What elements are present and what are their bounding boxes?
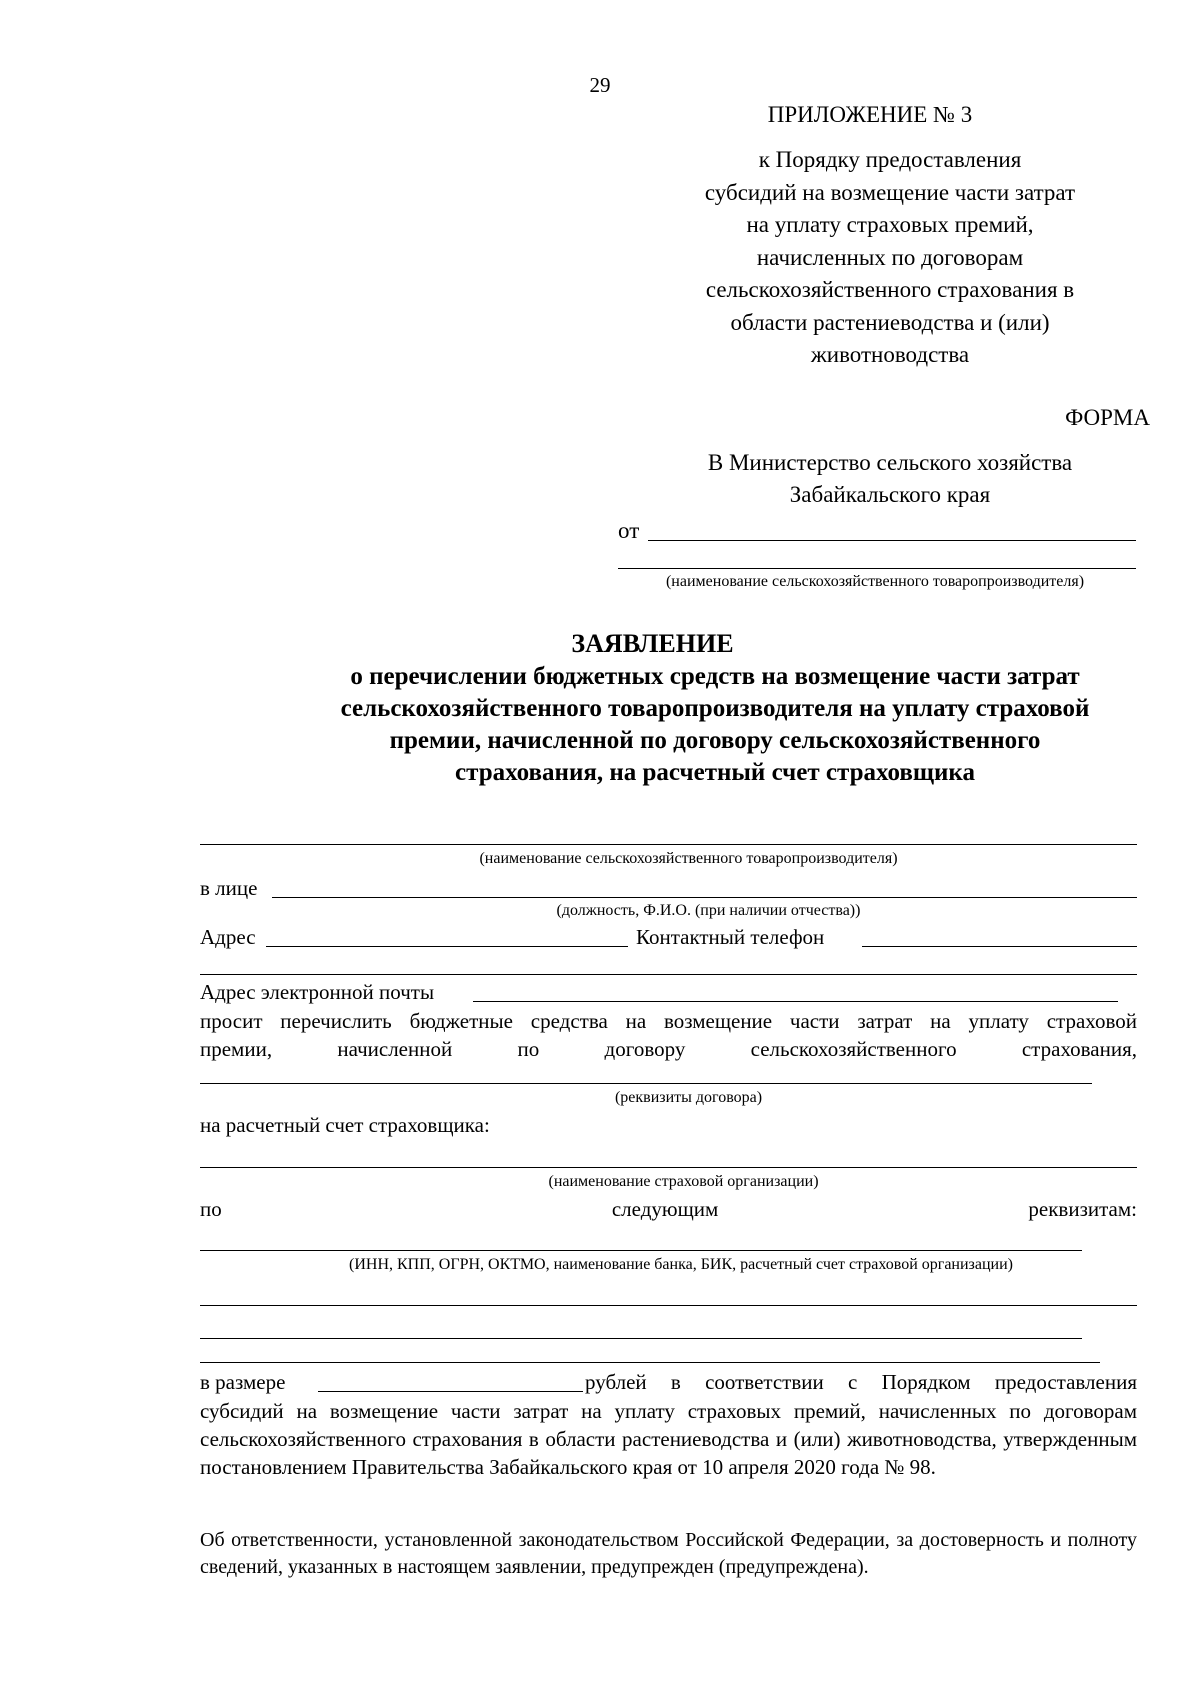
subtitle-line: сельскохозяйственного товаропроизводителя на уплату страховой [340, 695, 1090, 722]
email-label: Адрес электронной почты [200, 980, 435, 1004]
phone-label: Контактный телефон [636, 925, 825, 949]
details-line [200, 1196, 1137, 1222]
address-field-2[interactable] [200, 974, 1137, 975]
details-word-3: реквизитам: [1028, 1197, 1137, 1221]
liability-paragraph: Об ответственности, установленной законодательством Российской Федерации, за достоверность и полноту сведений, указанных в настоящем заявлении, предупрежден (предупреждена). [200, 1529, 1137, 1578]
addressee-line-2: Забайкальского края [789, 482, 991, 507]
from-label: от [618, 518, 640, 543]
insurer-details-field-4[interactable] [200, 1362, 1100, 1363]
from-caption: (наименование сельскохозяйственного товаропроизводителя) [665, 573, 1085, 590]
page-number: 29 [589, 73, 611, 97]
in-person-field[interactable] [272, 897, 1137, 898]
amount-paragraph: субсидий на возмещение части затрат на уплату страховых премий, начисленных по договорам сельскохозяйственного страхования в области растениеводства и (или) животноводства, утвержденным постановлением Правительства Забайкальского края от 10 апреля 2020 года № 98. [200, 1399, 1137, 1479]
appendix-line: сельскохозяйственного страхования в [705, 277, 1075, 302]
address-label: Адрес [200, 925, 256, 949]
amount-label: в размере [200, 1370, 286, 1394]
statement-title: ЗАЯВЛЕНИЕ [571, 629, 734, 658]
subtitle-line: о перечислении бюджетных средств на возмещение части затрат [350, 663, 1080, 690]
subtitle-line: премии, начисленной по договору сельскохозяйственного [389, 727, 1041, 754]
statement-subtitle [270, 661, 1160, 789]
appendix-line: субсидий на возмещение части затрат [704, 179, 1076, 205]
account-label: на расчетный счет страховщика: [200, 1113, 490, 1137]
details-word-1: по [200, 1197, 222, 1221]
insurer-details-field[interactable] [200, 1250, 1082, 1251]
details-caption: (ИНН, КПП, ОГРН, ОКТМО, наименование банка, БИК, расчетный счет страховой организации) [349, 1256, 1013, 1273]
insurer-name-field[interactable] [200, 1167, 1137, 1168]
producer-name-field[interactable] [200, 844, 1137, 845]
request-line-1: просит перечислить бюджетные средства на возмещение части затрат на уплату страховой [200, 1009, 1137, 1033]
from-field-line-2[interactable] [618, 568, 1136, 569]
request-line-2: премии, начисленной по договору сельскохозяйственного страхования, [200, 1037, 1137, 1061]
address-field[interactable] [266, 946, 628, 947]
appendix-line: животноводства [810, 342, 970, 367]
appendix-line: области растениеводства и (или) [730, 309, 1050, 335]
contract-details-field[interactable] [200, 1083, 1092, 1084]
amount-text-after: рублей в соответствии с Порядком предоставления [585, 1370, 1137, 1394]
insurer-details-field-2[interactable] [200, 1305, 1137, 1306]
from-field-line[interactable] [648, 540, 1136, 541]
appendix-line: на уплату страховых премий, [746, 212, 1034, 237]
appendix-reference [650, 144, 1130, 372]
appendix-title: ПРИЛОЖЕНИЕ № 3 [767, 102, 973, 127]
form-label: ФОРМА [1065, 405, 1150, 430]
appendix-line: к Порядку предоставления [758, 147, 1022, 172]
contract-caption: (реквизиты договора) [614, 1089, 763, 1106]
insurer-details-field-3[interactable] [200, 1338, 1082, 1339]
position-caption: (должность, Ф.И.О. (при наличии отчества)) [556, 902, 861, 919]
phone-field[interactable] [862, 946, 1137, 947]
appendix-line: начисленных по договорам [756, 244, 1024, 270]
amount-field[interactable] [318, 1391, 583, 1392]
producer-caption: (наименование сельскохозяйственного товаропроизводителя) [479, 850, 898, 867]
subtitle-line: страхования, на расчетный счет страховщика [455, 759, 975, 786]
details-word-2: следующим [611, 1197, 719, 1221]
email-field[interactable] [473, 1001, 1118, 1002]
in-person-label: в лице [200, 876, 258, 900]
addressee-block [650, 447, 1130, 511]
insurer-caption: (наименование страховой организации) [548, 1173, 819, 1190]
addressee-line-1: В Министерство сельского хозяйства [707, 450, 1073, 475]
